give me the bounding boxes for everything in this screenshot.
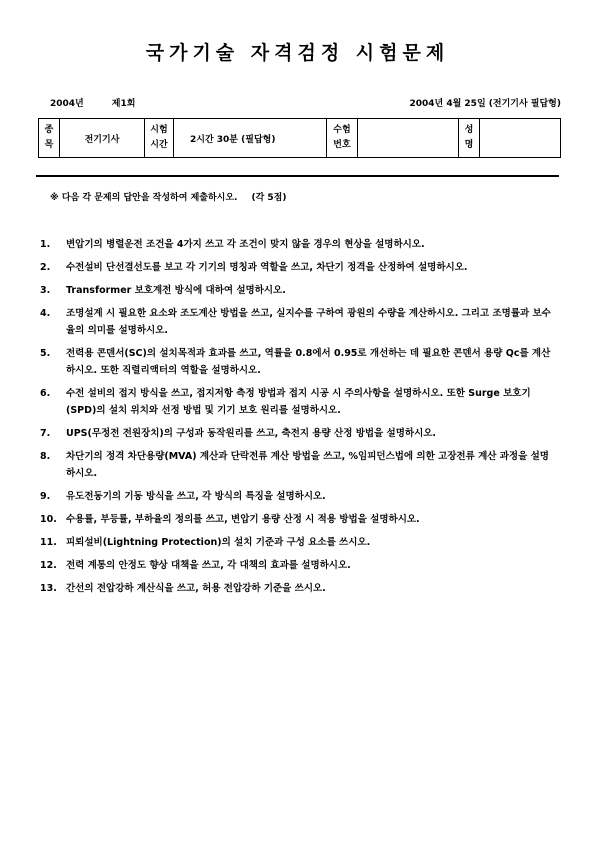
question-number: 9.	[40, 491, 51, 502]
number-field[interactable]	[358, 119, 459, 158]
question-text: 전력 계통의 안정도 향상 대책을 쓰고, 각 대책의 효과를 설명하시오.	[66, 560, 351, 571]
question-number: 13.	[40, 583, 57, 594]
question-item	[36, 448, 556, 482]
question-list	[36, 236, 556, 603]
field-value: 전기기사	[60, 119, 145, 158]
question-item	[36, 511, 556, 528]
number-label: 수험 번호	[327, 119, 358, 158]
instruction-text: ※ 다음 각 문제의 답안을 작성하여 제출하시오.	[50, 193, 238, 203]
question-text: 변압기의 병렬운전 조건을 4가지 쓰고 각 조건이 맞지 않을 경우의 현상을 설명하시오.	[66, 239, 425, 250]
question-number: 8.	[40, 451, 51, 462]
question-text: 수전설비 단선결선도를 보고 각 기기의 명칭과 역할을 쓰고, 차단기 정격을 산정하여 설명하시오.	[66, 262, 468, 273]
question-text: 수용률, 부등률, 부하율의 정의를 쓰고, 변압기 용량 산정 시 적용 방법을 설명하시오.	[66, 514, 420, 525]
question-number: 6.	[40, 388, 51, 399]
question-number: 10.	[40, 514, 57, 525]
question-item	[36, 580, 556, 597]
exam-session	[50, 96, 135, 109]
question-number: 11.	[40, 537, 57, 548]
question-text: UPS(무정전 전원장치)의 구성과 동작원리를 쓰고, 축전지 용량 산정 방법을 설명하시오.	[66, 428, 437, 439]
question-number: 1.	[40, 239, 51, 250]
question-number: 12.	[40, 560, 57, 571]
question-number: 7.	[40, 428, 51, 439]
question-item	[36, 305, 556, 339]
question-number: 5.	[40, 348, 51, 359]
question-item	[36, 425, 556, 442]
question-text: 간선의 전압강하 계산식을 쓰고, 허용 전압강하 기준을 쓰시오.	[66, 583, 326, 594]
question-number: 2.	[40, 262, 51, 273]
question-item	[36, 488, 556, 505]
question-number: 3.	[40, 285, 51, 296]
question-item	[36, 534, 556, 551]
question-text: 차단기의 정격 차단용량(MVA) 계산과 단락전류 계산 방법을 쓰고, %임피던스법에 의한 고장전류 계산 과정을 설명하시오.	[66, 451, 549, 479]
question-text: 전력용 콘덴서(SC)의 설치목적과 효과를 쓰고, 역률을 0.8에서 0.95로 개선하는 데 필요한 콘덴서 용량 Qc를 계산하시오. 또한 직렬리액터의 역할을 설명하시오.	[66, 348, 551, 376]
instruction-score: (각 5점)	[251, 193, 287, 203]
exam-date: 2004년 4월 25일 (전기기사 필답형)	[409, 99, 561, 109]
exam-year: 2004년	[50, 99, 84, 109]
document-title: 국가기술 자격검정 시험문제	[145, 42, 450, 64]
exam-info-table	[38, 118, 561, 158]
question-item	[36, 557, 556, 574]
exam-round: 제1회	[111, 99, 136, 109]
question-text: 수전 설비의 접지 방식을 쓰고, 접지저항 측정 방법과 접지 시공 시 주의사항을 설명하시오. 또한 Surge 보호기(SPD)의 설치 위치와 선정 방법 및 기기 보호 원리를 설명하시오.	[66, 388, 531, 416]
question-item	[36, 259, 556, 276]
question-text: Transformer 보호계전 방식에 대하여 설명하시오.	[66, 285, 286, 296]
period-value: 2시간 30분 (필답형)	[174, 119, 327, 158]
instruction	[50, 190, 286, 203]
question-item	[36, 236, 556, 253]
separator-line	[36, 175, 559, 177]
question-text: 유도전동기의 기동 방식을 쓰고, 각 방식의 특징을 설명하시오.	[66, 491, 326, 502]
question-item	[36, 345, 556, 379]
period-label: 시험 시간	[145, 119, 174, 158]
question-number: 4.	[40, 308, 51, 319]
field-label: 종 목	[39, 119, 60, 158]
question-item	[36, 385, 556, 419]
name-field[interactable]	[480, 119, 561, 158]
question-item	[36, 282, 556, 299]
question-text: 피뢰설비(Lightning Protection)의 설치 기준과 구성 요소를 쓰시오.	[66, 537, 371, 548]
question-text: 조명설계 시 필요한 요소와 조도계산 방법을 쓰고, 실지수를 구하여 광원의 수량을 계산하시오. 그리고 조명률과 보수율의 의미를 설명하시오.	[66, 308, 551, 336]
name-label: 성 명	[459, 119, 480, 158]
